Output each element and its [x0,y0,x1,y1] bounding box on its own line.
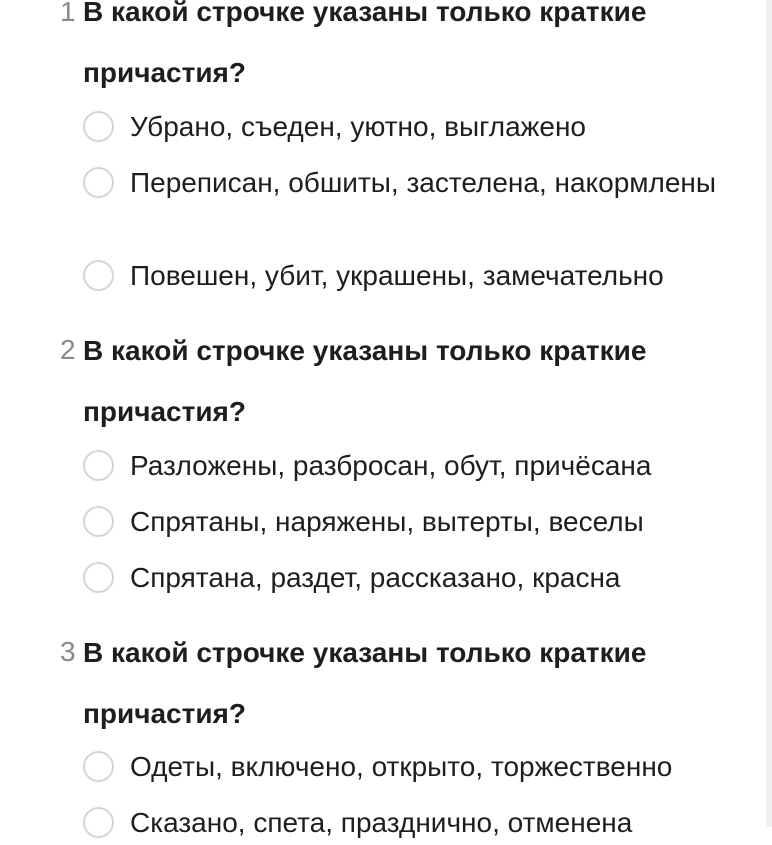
radio-button[interactable] [83,751,114,782]
option-label: Спрятана, раздет, рассказано, красна [130,562,621,593]
option-label: Переписан, обшиты, застелена, накормлены [130,167,717,198]
answer-option[interactable] [83,745,743,789]
radio-button[interactable] [83,260,114,291]
radio-button[interactable] [83,562,114,593]
question-text: В какой строчке указаны только краткие причастия? [83,637,647,729]
answer-option[interactable] [83,801,743,845]
answer-option[interactable] [83,444,743,488]
scroll-track [766,0,772,827]
radio-button[interactable] [83,807,114,838]
answer-option[interactable] [83,500,743,544]
option-label: Разложены, разбросан, обут, причёсана [130,450,652,481]
option-label: Спрятаны, наряжены, вытерты, веселы [130,506,644,537]
question-text: В какой строчке указаны только краткие причастия? [83,0,647,88]
radio-button[interactable] [83,111,114,142]
answer-option[interactable] [83,556,743,600]
question-number: 1 [60,0,76,27]
question-text: В какой строчке указаны только краткие причастия? [83,335,647,427]
answer-option[interactable] [83,254,743,298]
answer-option[interactable] [83,105,743,149]
radio-button[interactable] [83,450,114,481]
option-label: Убрано, съеден, уютно, выглажено [130,111,586,142]
option-label: Сказано, спета, празднично, отменена [130,807,633,838]
question-number: 2 [60,334,76,365]
option-label: Повешен, убит, украшены, замечательно [130,260,664,291]
question-number: 3 [60,636,76,667]
radio-button[interactable] [83,167,114,198]
radio-button[interactable] [83,506,114,537]
answer-option[interactable] [83,161,743,205]
option-label: Одеты, включено, открыто, торжественно [130,751,673,782]
